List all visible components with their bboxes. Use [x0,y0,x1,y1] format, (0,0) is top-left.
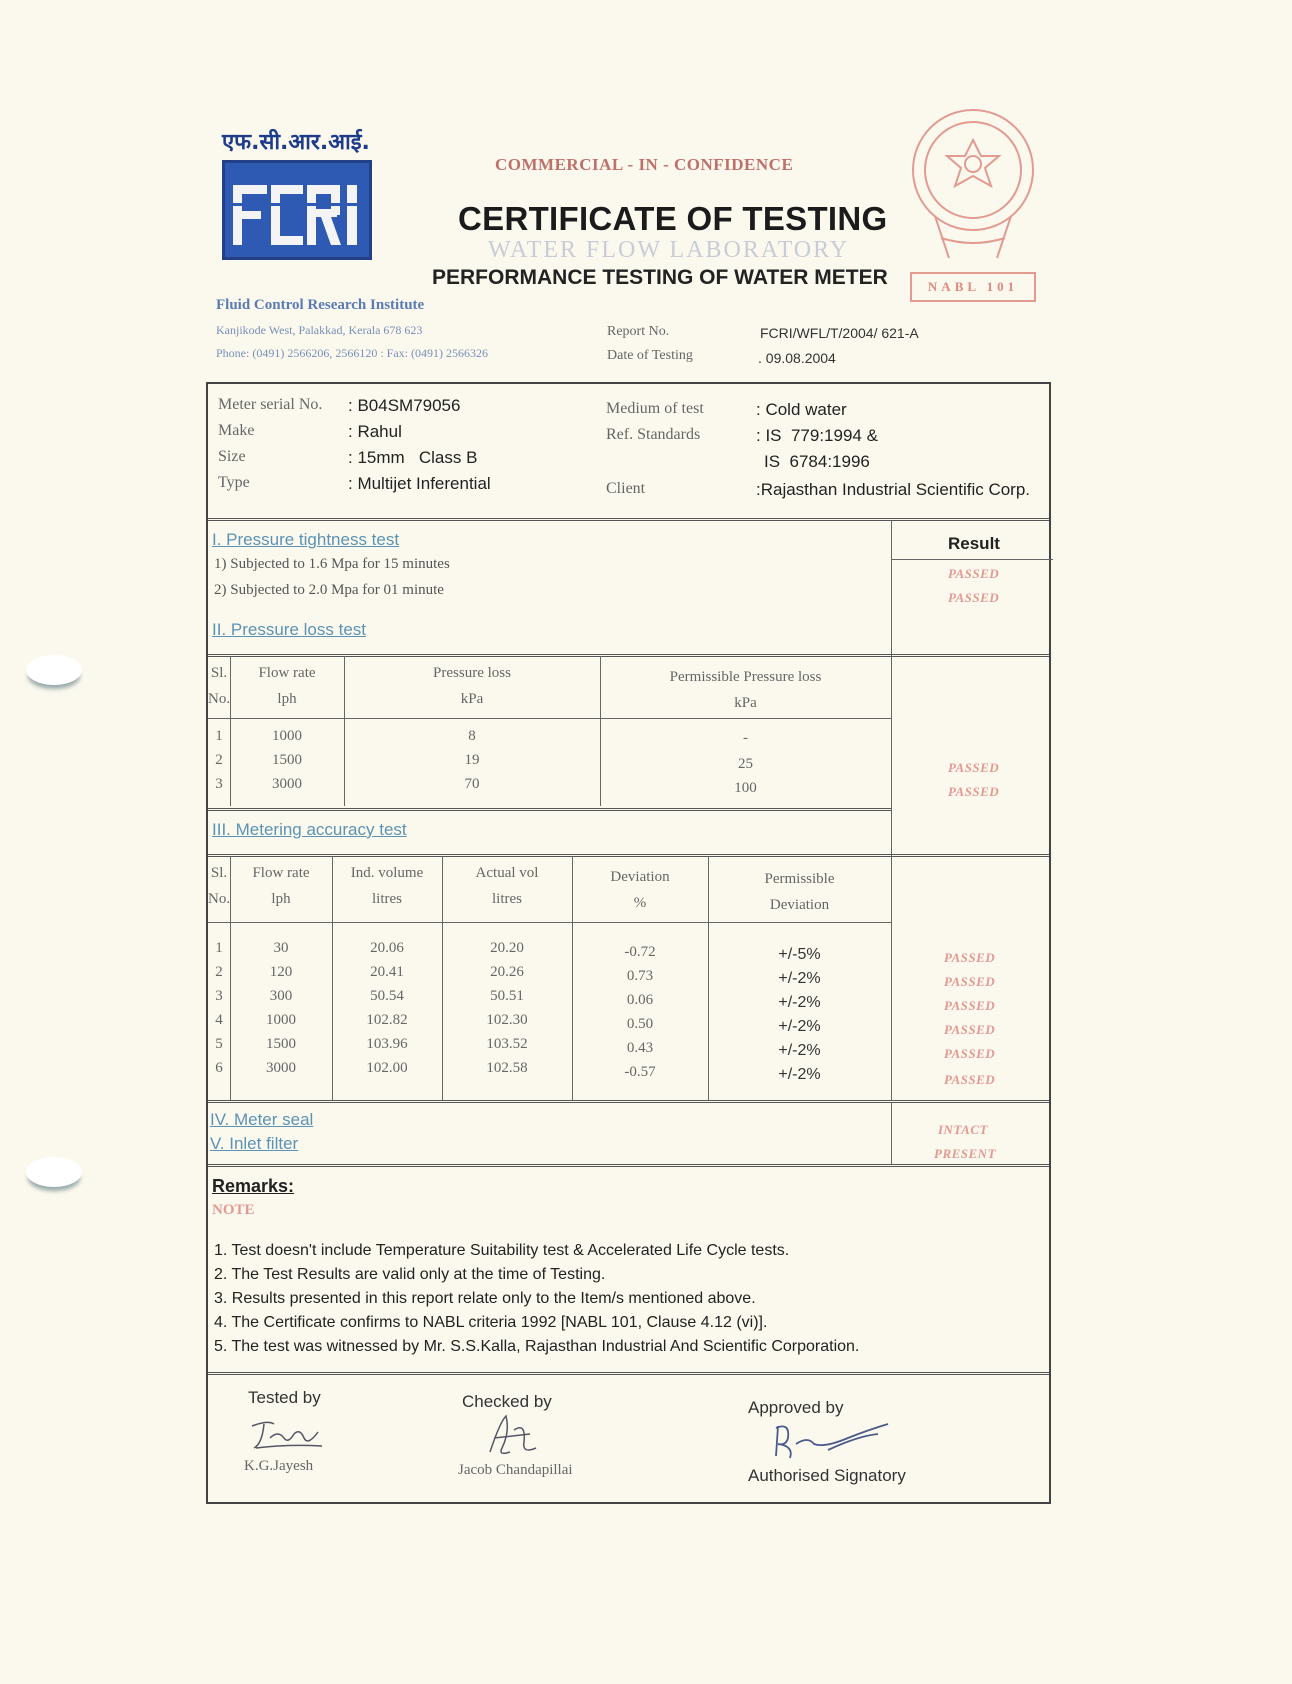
metering-title: III. Metering accuracy test [212,820,407,839]
ma-row-4-flow: 1000 [266,1012,296,1028]
checked-by-name: Jacob Chandapillai [458,1462,573,1478]
size-value: : 15mm Class B [348,448,478,467]
pl-row-3-sl: 3 [215,776,223,792]
client-label: Client [606,480,646,497]
ma-row-4-sl: 4 [215,1012,223,1028]
client-value: :Rajasthan Industrial Scientific Corp. [756,480,1031,499]
ma-row-4-ind: 102.82 [366,1012,408,1028]
ma-row-6-sl: 6 [215,1060,223,1076]
type-value: : Multijet Inferential [348,474,491,493]
ma-row-6-flow: 3000 [266,1060,296,1076]
ma-header-perm: Permissible Deviation [764,871,835,913]
result-column-divider [891,520,892,1100]
ma-row-1-ind: 20.06 [370,940,404,956]
pl-row-1-loss: 8 [468,728,476,744]
pl-row-2-loss: 19 [464,752,480,768]
report-no-value: FCRI/WFL/T/2004/ 621-A [760,325,919,341]
pressure-tightness-title: I. Pressure tightness test [212,530,400,549]
make-value: : Rahul [348,422,402,441]
hole-punch-top [26,655,82,685]
medium-label: Medium of test [606,400,704,417]
ma-row-5-dev: 0.43 [626,1040,654,1056]
ref-standards-value-1: : IS 779:1994 & [756,426,878,445]
ref-standards-label: Ref. Standards [606,426,701,443]
ma-row-5-act: 103.52 [486,1036,528,1052]
ma-row-6-ind: 102.00 [366,1060,408,1076]
date-label: Date of Testing [607,348,693,363]
seal-emblem-icon [905,98,1041,264]
table-header-rule [208,922,891,923]
ma-row-2-result: PASSED [944,974,996,989]
institute-seal [905,98,1041,264]
divider [208,518,1049,521]
ma-row-2-ind: 20.41 [370,964,404,980]
divider [208,654,1049,657]
table-header-rule [208,718,891,719]
ma-row-5-flow: 1500 [266,1036,296,1052]
pressure-loss-title: II. Pressure loss test [212,620,366,639]
pl-header-sl: Sl. No. [208,665,231,707]
ma-row-2-flow: 120 [269,964,293,980]
inlet-filter-result: PRESENT [934,1146,997,1161]
tightness-item-2: 2) Subjected to 2.0 Mpa for 01 minute [214,582,444,598]
pl-row-2-flow: 1500 [272,752,302,768]
performance-title: PERFORMANCE TESTING OF WATER METER [432,266,888,289]
size-label: Size [218,448,246,465]
ma-row-2-act: 20.26 [490,964,524,980]
ma-row-5-sl: 5 [215,1036,223,1052]
approved-signature-icon [768,1416,898,1466]
serial-label: Meter serial No. [218,396,323,413]
ma-row-4-dev: 0.50 [626,1016,654,1032]
hole-punch-bottom [26,1157,82,1187]
ma-row-4-result: PASSED [944,1022,996,1037]
divider [208,1100,1049,1103]
ma-row-6-dev: -0.57 [624,1064,656,1080]
laboratory-title: WATER FLOW LABORATORY [488,237,850,263]
tested-by-name: K.G.Jayesh [244,1458,314,1474]
checked-signature-icon [480,1412,560,1462]
institute-phone: Phone: (0491) 2566206, 2566120 : Fax: (0491) 2566326 [216,346,488,360]
note-label: NOTE [212,1202,255,1218]
type-label: Type [218,474,250,491]
ma-row-3-flow: 300 [269,988,293,1004]
result-column-divider [891,1102,892,1164]
ma-header-sl: Sl. No. [208,865,231,907]
tested-by-label: Tested by [248,1388,321,1407]
ma-row-4-perm: +/-2% [778,1018,821,1035]
ma-row-3-result: PASSED [944,998,996,1013]
approved-by-name: Authorised Signatory [748,1466,906,1485]
divider [208,854,1049,857]
ma-row-3-act: 50.51 [490,988,524,1004]
meter-seal-label: IV. Meter seal [210,1110,314,1129]
pl-header-loss: Pressure loss kPa [433,665,511,707]
ma-row-6-perm: +/-2% [778,1066,821,1083]
pl-row-1-perm: - [743,730,748,746]
divider [208,808,891,811]
remarks-title: Remarks: [212,1176,295,1196]
pl-row-2-perm: 25 [738,756,753,772]
certificate-table [206,382,1051,1504]
ref-standards-value-2: IS 6784:1996 [764,452,870,471]
divider [208,1372,1049,1375]
ma-row-1-act: 20.20 [490,940,524,956]
confidence-label: COMMERCIAL - IN - CONFIDENCE [495,155,794,174]
ma-row-3-sl: 3 [215,988,223,1004]
divider [208,1164,1049,1167]
ma-row-6-act: 102.58 [486,1060,528,1076]
ma-row-5-ind: 103.96 [366,1036,408,1052]
institute-address: Kanjikode West, Palakkad, Kerala 678 623 [216,323,423,337]
certificate-title: CERTIFICATE OF TESTING [458,200,888,237]
ma-row-6-result: PASSED [944,1072,996,1087]
ma-header-dev: Deviation % [610,869,670,911]
pl-row-3-perm: 100 [734,780,757,796]
ma-row-5-result: PASSED [944,1046,996,1061]
tightness-result-1: PASSED [948,566,1000,581]
ma-row-1-dev: -0.72 [624,944,656,960]
approved-by-label: Approved by [748,1398,844,1417]
ma-row-3-perm: +/-2% [778,994,821,1011]
fcri-logo-icon [225,163,369,257]
pl-header-permissible: Permissible Pressure loss kPa [669,669,822,711]
remark-item-4: 4. The Certificate confirms to NABL criteria 1992 [NABL 101, Clause 4.12 (vi)]. [214,1314,768,1331]
checked-by-label: Checked by [462,1392,552,1411]
fcri-logo [222,160,372,260]
medium-value: : Cold water [756,400,847,419]
ma-header-ind: Ind. volume litres [350,865,424,907]
institute-name: Fluid Control Research Institute [216,297,425,313]
ma-row-1-sl: 1 [215,940,223,956]
ma-row-3-ind: 50.54 [370,988,404,1004]
remark-item-1: 1. Test doesn't include Temperature Suitability test & Accelerated Life Cycle tests. [214,1242,790,1259]
ma-row-2-sl: 2 [215,964,223,980]
pl-row-2-sl: 2 [215,752,223,768]
ma-row-2-dev: 0.73 [626,968,654,984]
pl-row-3-flow: 3000 [272,776,302,792]
ma-row-5-perm: +/-2% [778,1042,821,1059]
pl-row-1-sl: 1 [215,728,223,744]
ma-row-1-flow: 30 [273,940,289,956]
tightness-item-1: 1) Subjected to 1.6 Mpa for 15 minutes [214,556,450,572]
remark-item-2: 2. The Test Results are valid only at the time of Testing. [214,1266,606,1283]
make-label: Make [218,422,255,439]
serial-value: : B04SM79056 [348,396,461,415]
ma-header-act: Actual vol litres [475,865,539,907]
pl-row-1-flow: 1000 [272,728,302,744]
ma-row-1-result: PASSED [944,950,996,965]
ma-row-2-perm: +/-2% [778,970,821,987]
report-no-label: Report No. [607,324,670,339]
meter-seal-result: INTACT [938,1122,988,1137]
tightness-result-2: PASSED [948,590,1000,605]
pl-row-3-result: PASSED [948,784,1000,799]
ma-row-4-act: 102.30 [486,1012,528,1028]
remark-item-3: 3. Results presented in this report relate only to the Item/s mentioned above. [214,1290,756,1307]
ma-header-flow: Flow rate lph [252,865,310,907]
inlet-filter-label: V. Inlet filter [210,1134,299,1153]
tested-signature-icon [248,1414,328,1454]
pl-row-2-result: PASSED [948,760,1000,775]
pl-header-flow: Flow rate lph [258,665,316,707]
result-header-rule [891,559,1053,560]
ma-row-3-dev: 0.06 [626,992,654,1008]
logo-hindi-text: एफ.सी.आर.आई. [222,130,370,155]
ma-row-1-perm: +/-5% [778,946,821,963]
date-value: . 09.08.2004 [758,350,836,366]
remark-item-5: 5. The test was witnessed by Mr. S.S.Kalla, Rajasthan Industrial And Scientific Corporation. [214,1338,860,1355]
pl-row-3-loss: 70 [464,776,480,792]
result-header: Result [948,534,1000,553]
nabl-stamp: NABL 101 [910,272,1036,302]
